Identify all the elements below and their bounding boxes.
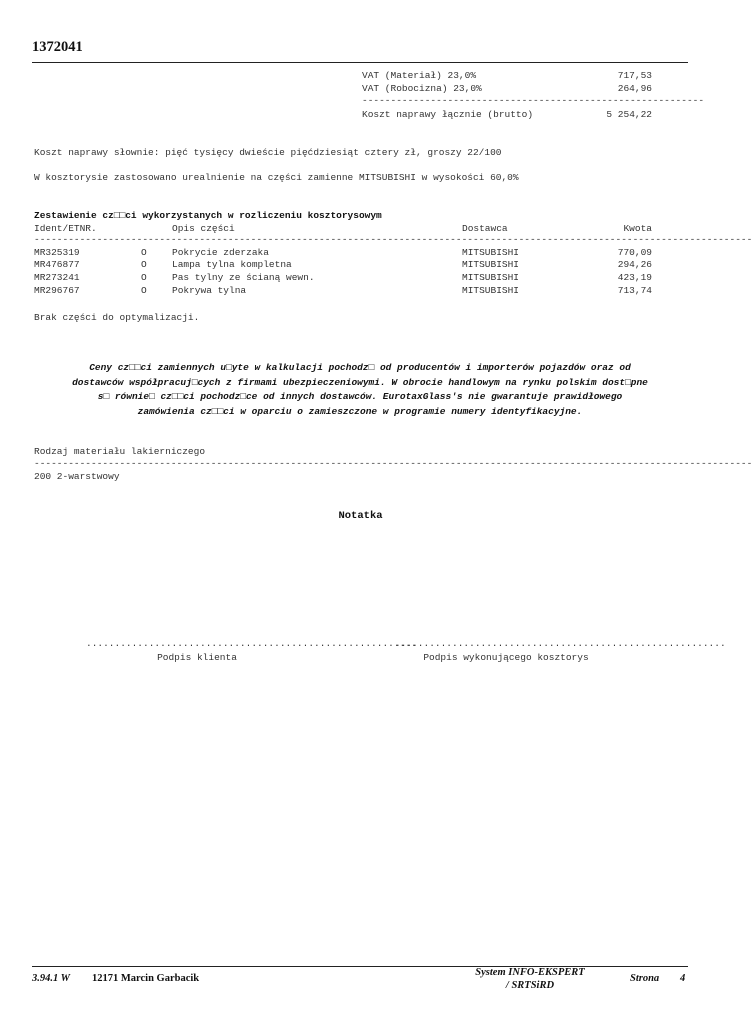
price-notice — [32, 361, 688, 419]
part-flag: O — [141, 272, 147, 283]
note-title: Notatka — [338, 510, 383, 522]
part-amount: 713,74 — [617, 285, 652, 296]
footer-page-label: Strona — [630, 973, 660, 984]
part-ident: MR273241 — [34, 272, 80, 283]
optimization-note: Brak części do optymalizacji. — [34, 312, 200, 323]
part-desc: Pokrycie zderzaka — [172, 247, 269, 258]
col-header-supplier: Dostawca — [462, 223, 508, 234]
part-flag: O — [141, 259, 147, 270]
part-ident: MR325319 — [34, 247, 80, 258]
paint-divider: ------------------------------------------------------------------------------------------------------------------------------ — [34, 458, 752, 469]
footer-system-line2: / SRTSiRD — [505, 980, 555, 991]
part-flag: O — [141, 247, 147, 258]
price-notice-line: s□ równie□ cz□□ci pochodz□ce od innych dostawców. EurotaxGlass's nie gwarantuje prawidłowego — [97, 391, 623, 402]
part-desc: Pas tylny ze ścianą wewn. — [172, 272, 315, 283]
part-amount: 294,26 — [617, 259, 652, 270]
vat-material-label: VAT (Materiał) 23,0% — [362, 70, 477, 81]
document-number: 1372041 — [32, 39, 83, 55]
footer-version: 3.94.1 W — [32, 973, 71, 984]
parts-title: Zestawienie cz□□ci wykorzystanych w rozliczeniu kosztorysowym — [34, 210, 382, 221]
vat-material-value: 717,53 — [617, 70, 652, 81]
paint-value: 200 2-warstwowy — [34, 471, 120, 482]
client-signature-label: Podpis klienta — [157, 652, 237, 663]
part-ident: MR476877 — [34, 259, 80, 270]
part-amount: 770,09 — [617, 247, 652, 258]
total-value: 5 254,22 — [606, 109, 652, 120]
part-flag: O — [141, 285, 147, 296]
author-signature-line: .......................................................... — [395, 638, 726, 649]
paint-label: Rodzaj materiału lakierniczego — [34, 446, 206, 457]
col-header-amount: Kwota — [623, 223, 652, 234]
discount-note: W kosztorysie zastosowano urealnienie na części zamienne MITSUBISHI w wysokości 60,0% — [34, 172, 519, 183]
part-desc: Pokrywa tylna — [172, 285, 247, 296]
part-desc: Lampa tylna kompletna — [172, 259, 292, 270]
part-supplier: MITSUBISHI — [462, 247, 520, 258]
price-notice-line: Ceny cz□□ci zamiennych u□yte w kalkulacji pochodz□ od producentów i importerów pojazdów oraz od — [89, 362, 631, 373]
part-supplier: MITSUBISHI — [462, 285, 520, 296]
client-signature-line: .......................................................... — [86, 638, 417, 649]
amount-in-words: Koszt naprawy słownie: pięć tysięcy dwieście pięćdziesiąt cztery zł, groszy 22/100 — [34, 147, 502, 158]
part-amount: 423,19 — [617, 272, 652, 283]
total-label: Koszt naprawy łącznie (brutto) — [362, 109, 534, 120]
part-ident: MR296767 — [34, 285, 80, 296]
header-rule — [32, 62, 688, 63]
part-supplier: MITSUBISHI — [462, 259, 520, 270]
col-header-ident: Ident/ETNR. — [34, 223, 97, 234]
price-notice-line: dostawców współpracuj□cych z firmami ubezpieczeniowymi. W obrocie handlowym na rynku polskim dost□pne — [72, 376, 648, 388]
footer-system-line1: System INFO-EKSPERT — [475, 967, 585, 978]
parts-header-divider: ------------------------------------------------------------------------------------------------------------------------------ — [34, 234, 752, 245]
vat-labour-value: 264,96 — [617, 83, 652, 94]
footer-user: 12171 Marcin Garbacik — [92, 973, 200, 984]
vat-labour-label: VAT (Robocizna) 23,0% — [362, 83, 482, 94]
price-notice-line: zamówienia cz□□ci w oparciu o zamieszczone w programie numery identyfikacyjne. — [137, 405, 583, 417]
author-signature-label: Podpis wykonującego kosztorys — [423, 652, 589, 663]
footer-page-number: 4 — [680, 973, 686, 984]
part-supplier: MITSUBISHI — [462, 272, 520, 283]
col-header-desc: Opis części — [172, 223, 235, 234]
vat-divider: ------------------------------------------------------------ — [362, 95, 705, 106]
